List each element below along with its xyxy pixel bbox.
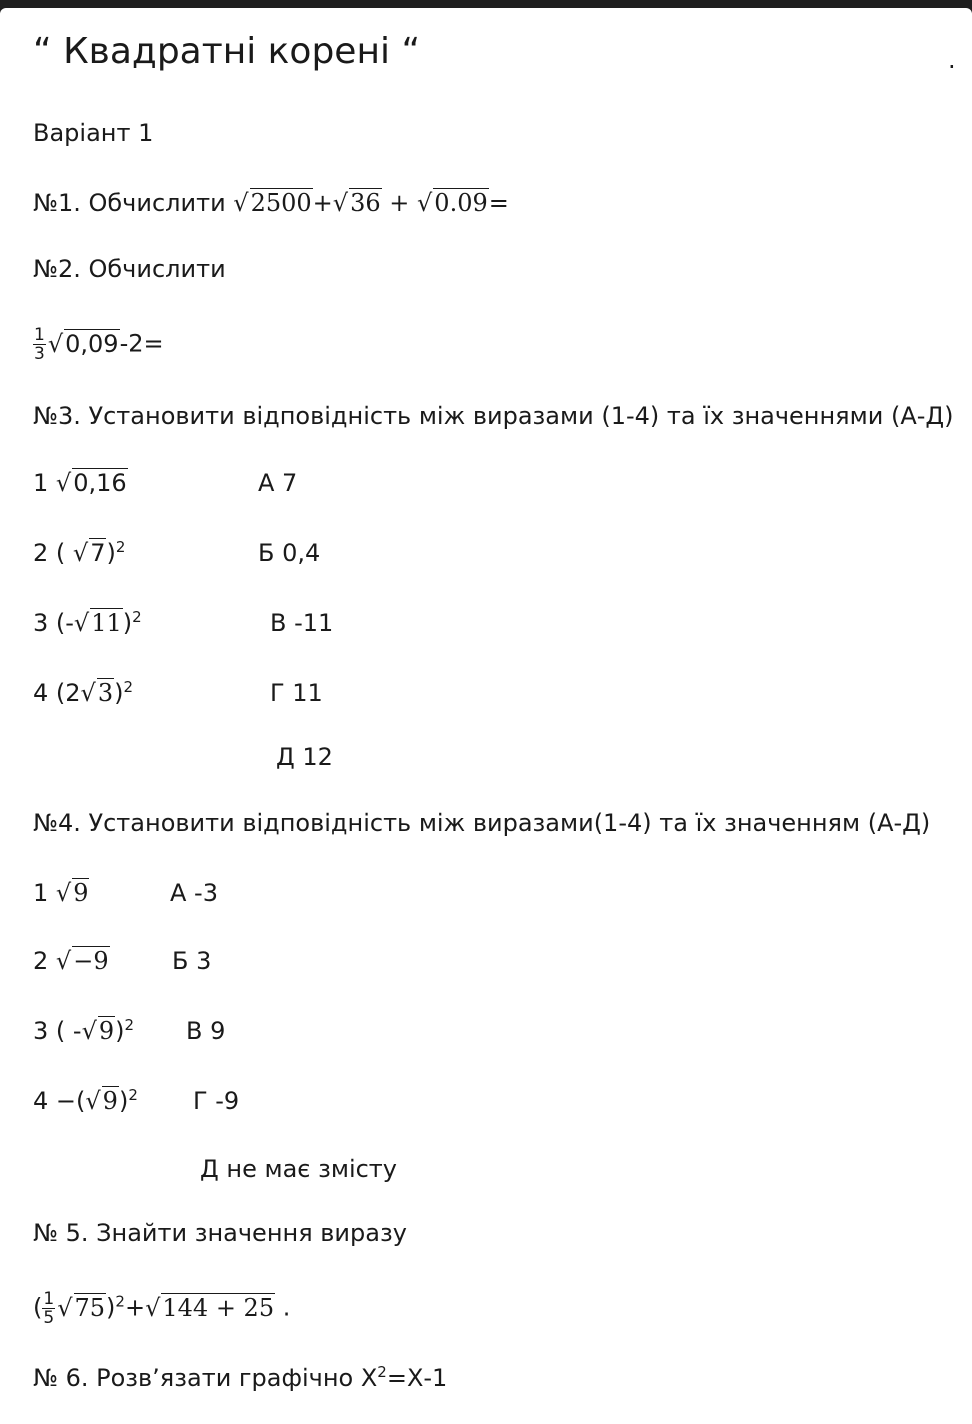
task-4-answer-b: Б 3 (172, 947, 212, 975)
task-3-answer-d: Д 12 (276, 743, 333, 771)
task-3-answer-b: Б 0,4 (258, 539, 321, 567)
task-4-expr-3: 3 ( -√9)$^2$ (33, 1016, 135, 1045)
sqrt-36: √36 (332, 189, 381, 217)
task-3-answer-v: В -11 (270, 609, 334, 637)
document-page (0, 8, 972, 1424)
task-4-answer-g: Г -9 (193, 1087, 240, 1115)
task-3-label: №3. Установити відповідність між виразами (1-4) та їх значеннями (А-Д) (33, 402, 954, 430)
task-4-expr-2: 2 √−9 (33, 947, 109, 975)
task-4-answer-a: А -3 (170, 879, 218, 907)
task-4-expr-1: 1 √9 (33, 879, 89, 907)
task-3-answer-a: А 7 (258, 469, 298, 497)
task-6-label: № 6. Розв’язати графічно Х (33, 1364, 378, 1392)
task-3-expr-2: 2 ( √7)$^2$ (33, 538, 126, 567)
task-4-answer-v: В 9 (186, 1017, 226, 1045)
variant-label: Варіант 1 (33, 119, 154, 147)
task-3-expr-1: 1 √0,16 (33, 469, 127, 497)
task-2-expression: $\frac{1}{3}$ √0,09-2= (34, 325, 164, 364)
task-4-label: №4. Установити відповідність між виразами(1-4) та їх значенням (А-Д) (33, 809, 931, 837)
task-1: №1. Обчислити √2500+√36 + √0.09= (33, 189, 509, 217)
task-3-expr-3: 3 $(-√11)^2$ (33, 608, 142, 637)
task-5-expression: ( $\frac{1}{5}$ √75)$^2$+√144 + 25 . (33, 1289, 291, 1328)
corner-mark: . (948, 46, 956, 74)
sqrt-2500: √2500 (233, 189, 312, 217)
page-title: “ Квадратні корені “ (33, 31, 421, 72)
task-3-expr-4: 4 $(2√3)^2$ (33, 678, 134, 707)
task-5-label: № 5. Знайти значення виразу (33, 1219, 407, 1247)
task-6: № 6. Розв’язати графічно $Х^2=Х-1$ (33, 1363, 448, 1392)
fraction-1-3: $\frac{1}{3}$ (34, 325, 45, 364)
task-4-answer-d: Д не має змісту (200, 1155, 397, 1183)
task-2-label: №2. Обчислити (33, 255, 226, 283)
sqrt-0-09-b: √0,09 (47, 329, 119, 358)
task-3-answer-g: Г 11 (270, 679, 323, 707)
fraction-1-5: $\frac{1}{5}$ (43, 1289, 55, 1328)
task-1-label: №1. Обчислити (33, 189, 234, 217)
task-4-expr-4: $4 -(√9)^2$ (33, 1086, 138, 1115)
sqrt-0-09: √0.09 (417, 189, 488, 217)
